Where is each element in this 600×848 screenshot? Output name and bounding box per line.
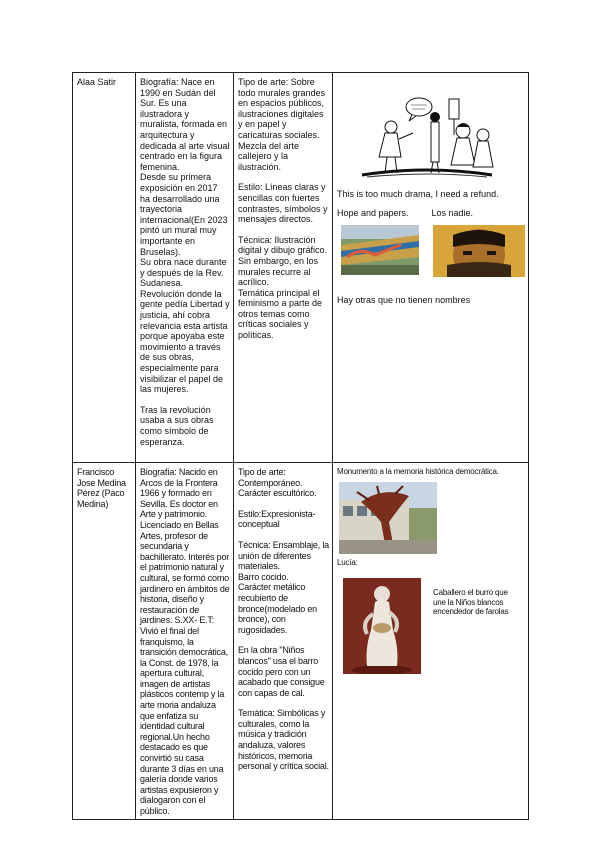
mural-photo-image <box>341 225 419 275</box>
biography-paragraph: Biografía: Nace en 1990 en Sudán del Sur. Es una ilustradora y muralista, formada en arquitectura y dedicada al arte visual centrado en la figura femenina. Desde su primera exposición en 2017 ha desarrollado una trayectoria internacional(En 2023 pintó un mural muy importante en Bruselas). Su obra nace durante y después de la Rev. Sudanesa. Revolución donde la gente pedía Libertad y justicia, ahí cobra relevancia esta artista porque apoyaba este movimiento a través de sus obras, especialmente para visibilizar el papel de las mujeres. <box>140 77 230 395</box>
table-row <box>73 463 529 820</box>
artwork-caption: Hay otras que no tienen nombres <box>337 295 471 306</box>
artwork-caption: This is too much drama, I need a refund. <box>337 189 499 199</box>
artwork-caption: Caballero el burro que une la Niños blancos encendedor de farolas <box>433 588 509 617</box>
face-artwork-image <box>433 225 525 277</box>
biography-paragraph: Tras la revolución usaba a sus obras como símbolo de esperanza. <box>140 404 214 447</box>
table-row <box>73 73 529 463</box>
sculpture-photo-image <box>343 578 421 674</box>
art-technique-paragraph: Técnica: Ilustración digital y dibujo gráfico. Sin embargo, en los murales recurre al acrílico. Temática principal el feminismo a parte de otros temas como críticas sociales y políticas. <box>238 234 328 341</box>
artwork-caption: Monumento a la memoria histórica democrática. <box>337 467 499 476</box>
artist-name: Alaa Satir <box>77 77 117 87</box>
art-description-cell <box>234 73 333 463</box>
artwork-caption: Los nadie. <box>431 207 474 218</box>
artwork-caption: Hope and papers. <box>337 207 409 218</box>
cartoon-illustration-image <box>357 91 497 183</box>
art-style-paragraph: Estilo:Expresionista-conceptual <box>238 508 316 530</box>
works-cell <box>333 73 529 463</box>
art-type-paragraph: Tipo de arte: Contemporáneo. Carácter escultórico. <box>238 467 317 499</box>
works-cell <box>333 463 529 820</box>
biography-cell <box>136 463 234 820</box>
artist-name-cell <box>73 73 136 463</box>
biography-cell <box>136 73 234 463</box>
art-work-note-paragraph: En la obra "Niños blancos" usa el barro cocido pero con un acabado que consigue con capas de cal. <box>238 645 325 698</box>
biography-paragraph: Biografía: Nacido en Arcos de la Frontera 1966 y formado en Sevilla. Es doctor en Arte y patrimonio. Licenciado en Bellas Artes, profesor de secundaria y bachillerato. Interés por el patrimonio natural y cultural, se formó como jardinero en ámbitos de historia, diseño y restauración de jardines. S.XX- E.T: Vivió el final del franquismo, la transición democrática, la Const. de 1978, la apertura cultural, imagen de artistas plásticos contemp y la arte moria andaluza que enfatiza su identidad cultural regional.Un hecho destacado es que convirtió su casa durante 3 días en una galería donde varios artistas expusieron y dialogaron con el público. <box>140 467 230 816</box>
art-description-cell <box>234 463 333 820</box>
art-technique-paragraph: Técnica: Ensamblaje, la unión de diferentes materiales. Barro cocido. Carácter metálico recubierto de bronce(modelado en bronce), con rugosidades. <box>238 539 329 635</box>
artwork-caption: Lucía: <box>337 557 358 567</box>
monument-photo-image <box>339 482 437 554</box>
artist-name: Francisco Jose Medina Pérez (Paco Medina) <box>77 467 126 509</box>
artist-name-cell <box>73 463 136 820</box>
artists-table <box>72 72 529 820</box>
art-style-paragraph: Estilo: Líneas claras y sencillas con fuertes contrastes, símbolos y mensajes directos. <box>238 182 328 225</box>
art-type-paragraph: Tipo de arte: Sobre todo murales grandes en espacios públicos, ilustraciones digitales y en papel y caricaturas sociales. Mezcla del arte callejero y la ilustración. <box>238 77 326 172</box>
art-theme-paragraph: Temática: Simbólicas y culturales, como la música y tradición andaluza, valores históricos, memoria personal y crítica social. <box>238 708 329 772</box>
